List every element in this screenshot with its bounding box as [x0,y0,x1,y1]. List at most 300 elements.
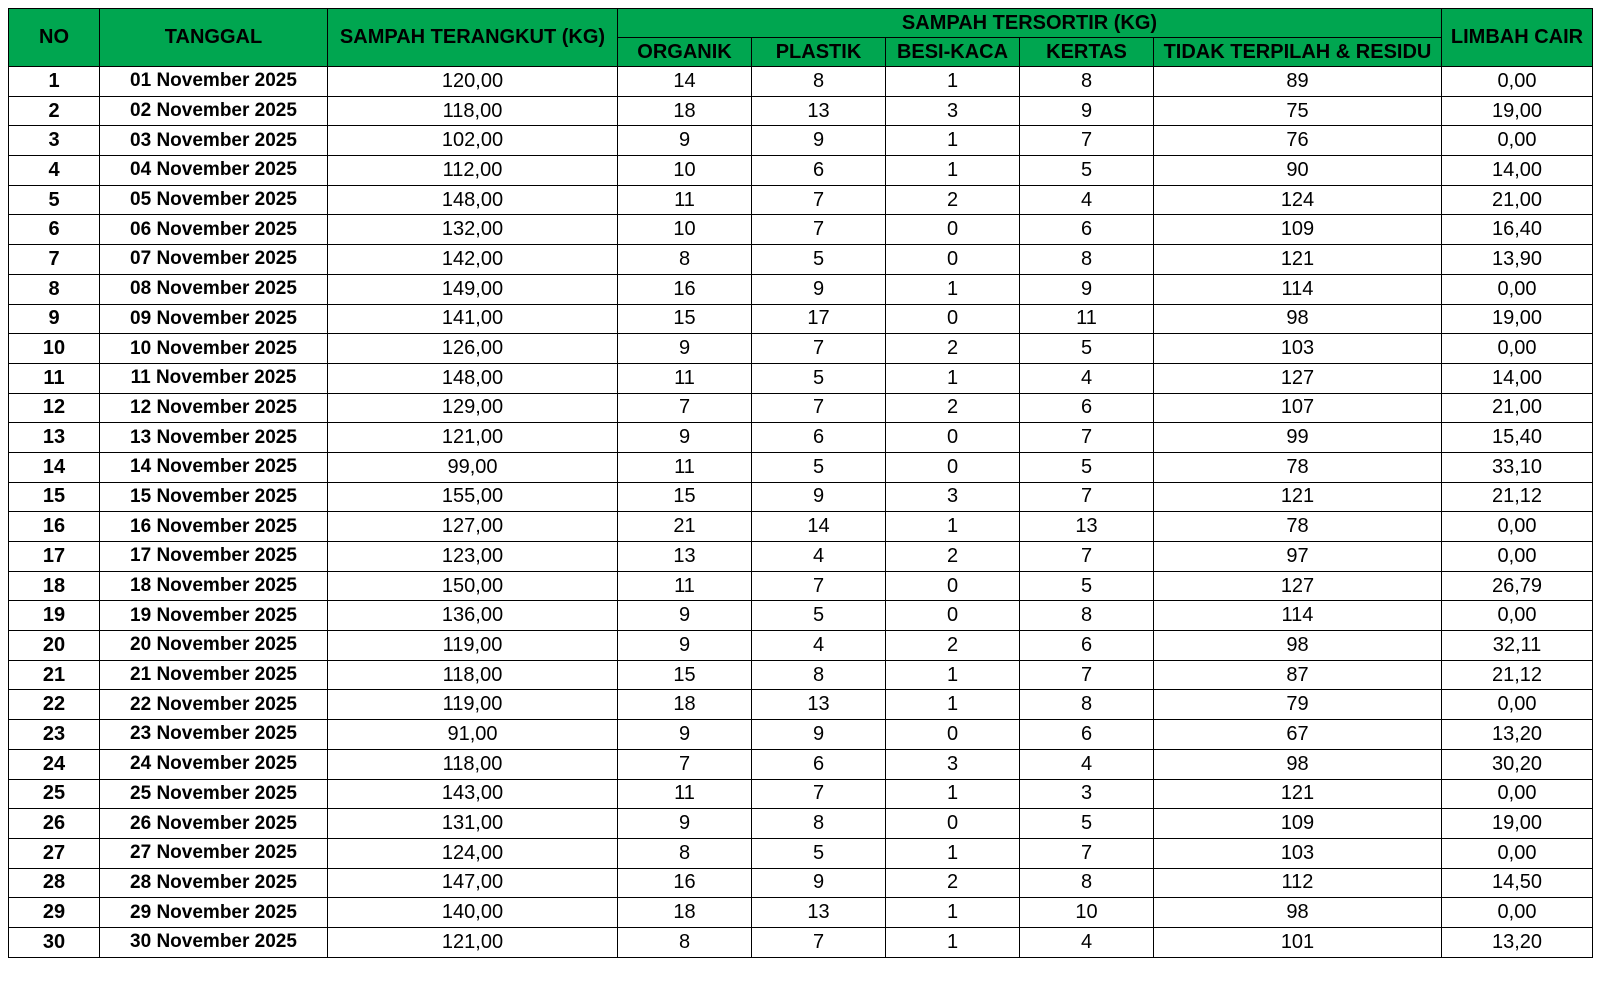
cell-no: 26 [9,809,100,839]
cell-tanggal: 01 November 2025 [100,67,328,97]
table-row [9,838,1593,868]
cell-besi-kaca: 0 [886,245,1020,275]
table-row [9,571,1593,601]
cell-no: 12 [9,393,100,423]
cell-plastik: 6 [752,423,886,453]
cell-sampah-terangkut: 123,00 [328,542,618,572]
cell-organik: 9 [618,809,752,839]
cell-limbah-cair: 13,20 [1442,927,1593,957]
cell-limbah-cair: 21,00 [1442,185,1593,215]
cell-tanggal: 14 November 2025 [100,452,328,482]
table-row [9,690,1593,720]
cell-kertas: 7 [1020,482,1154,512]
cell-no: 22 [9,690,100,720]
header-kertas: KERTAS [1020,38,1154,67]
cell-besi-kaca: 0 [886,304,1020,334]
cell-besi-kaca: 1 [886,156,1020,186]
cell-sampah-terangkut: 148,00 [328,185,618,215]
header-sampah-tersortir: SAMPAH TERSORTIR (KG) [618,9,1442,38]
cell-tanggal: 15 November 2025 [100,482,328,512]
cell-tidak-terpilah-residu: 127 [1154,363,1442,393]
header-no: NO [9,9,100,67]
cell-tanggal: 10 November 2025 [100,334,328,364]
cell-limbah-cair: 19,00 [1442,304,1593,334]
cell-organik: 9 [618,126,752,156]
cell-no: 7 [9,245,100,275]
cell-kertas: 7 [1020,542,1154,572]
cell-organik: 10 [618,156,752,186]
cell-kertas: 7 [1020,126,1154,156]
cell-no: 27 [9,838,100,868]
cell-besi-kaca: 3 [886,96,1020,126]
table-row [9,423,1593,453]
cell-plastik: 7 [752,393,886,423]
cell-no: 25 [9,779,100,809]
cell-kertas: 10 [1020,898,1154,928]
cell-tidak-terpilah-residu: 76 [1154,126,1442,156]
cell-organik: 16 [618,274,752,304]
cell-organik: 18 [618,898,752,928]
cell-tanggal: 23 November 2025 [100,720,328,750]
cell-plastik: 7 [752,334,886,364]
cell-sampah-terangkut: 91,00 [328,720,618,750]
cell-kertas: 5 [1020,809,1154,839]
cell-organik: 11 [618,452,752,482]
cell-sampah-terangkut: 118,00 [328,96,618,126]
cell-limbah-cair: 14,00 [1442,156,1593,186]
cell-plastik: 9 [752,482,886,512]
cell-plastik: 7 [752,927,886,957]
cell-no: 3 [9,126,100,156]
cell-kertas: 6 [1020,393,1154,423]
cell-tanggal: 20 November 2025 [100,631,328,661]
cell-plastik: 9 [752,274,886,304]
cell-organik: 8 [618,927,752,957]
cell-besi-kaca: 3 [886,749,1020,779]
cell-organik: 8 [618,838,752,868]
cell-plastik: 5 [752,838,886,868]
cell-tidak-terpilah-residu: 78 [1154,512,1442,542]
cell-plastik: 14 [752,512,886,542]
header-besi-kaca: BESI-KACA [886,38,1020,67]
cell-tanggal: 27 November 2025 [100,838,328,868]
cell-kertas: 3 [1020,779,1154,809]
cell-tidak-terpilah-residu: 98 [1154,898,1442,928]
cell-organik: 7 [618,393,752,423]
cell-plastik: 5 [752,452,886,482]
cell-no: 21 [9,660,100,690]
cell-kertas: 8 [1020,601,1154,631]
cell-no: 24 [9,749,100,779]
cell-limbah-cair: 13,90 [1442,245,1593,275]
cell-besi-kaca: 1 [886,779,1020,809]
cell-plastik: 5 [752,245,886,275]
cell-besi-kaca: 0 [886,720,1020,750]
cell-limbah-cair: 32,11 [1442,631,1593,661]
cell-organik: 9 [618,601,752,631]
table-row [9,868,1593,898]
cell-organik: 15 [618,304,752,334]
cell-besi-kaca: 1 [886,67,1020,97]
cell-plastik: 7 [752,779,886,809]
cell-organik: 18 [618,690,752,720]
cell-tanggal: 28 November 2025 [100,868,328,898]
cell-sampah-terangkut: 147,00 [328,868,618,898]
table-row [9,749,1593,779]
cell-sampah-terangkut: 120,00 [328,67,618,97]
cell-tanggal: 09 November 2025 [100,304,328,334]
cell-organik: 18 [618,96,752,126]
cell-no: 23 [9,720,100,750]
cell-limbah-cair: 26,79 [1442,571,1593,601]
cell-besi-kaca: 2 [886,542,1020,572]
cell-tidak-terpilah-residu: 103 [1154,334,1442,364]
cell-no: 28 [9,868,100,898]
cell-tanggal: 05 November 2025 [100,185,328,215]
cell-kertas: 9 [1020,96,1154,126]
cell-tanggal: 12 November 2025 [100,393,328,423]
cell-limbah-cair: 30,20 [1442,749,1593,779]
cell-organik: 10 [618,215,752,245]
cell-kertas: 6 [1020,720,1154,750]
cell-tidak-terpilah-residu: 89 [1154,67,1442,97]
cell-kertas: 8 [1020,690,1154,720]
cell-tanggal: 07 November 2025 [100,245,328,275]
table-row [9,779,1593,809]
cell-sampah-terangkut: 148,00 [328,363,618,393]
table-row [9,542,1593,572]
table-row [9,393,1593,423]
cell-sampah-terangkut: 118,00 [328,749,618,779]
cell-no: 6 [9,215,100,245]
cell-besi-kaca: 1 [886,898,1020,928]
table-row [9,156,1593,186]
cell-kertas: 11 [1020,304,1154,334]
header-tanggal: TANGGAL [100,9,328,67]
cell-plastik: 7 [752,215,886,245]
cell-sampah-terangkut: 142,00 [328,245,618,275]
cell-tanggal: 02 November 2025 [100,96,328,126]
cell-sampah-terangkut: 126,00 [328,334,618,364]
cell-tanggal: 29 November 2025 [100,898,328,928]
cell-besi-kaca: 2 [886,868,1020,898]
cell-limbah-cair: 0,00 [1442,779,1593,809]
cell-besi-kaca: 3 [886,482,1020,512]
cell-no: 13 [9,423,100,453]
table-row [9,304,1593,334]
table-row [9,215,1593,245]
cell-no: 19 [9,601,100,631]
cell-kertas: 13 [1020,512,1154,542]
cell-organik: 16 [618,868,752,898]
table-row [9,67,1593,97]
cell-kertas: 5 [1020,334,1154,364]
cell-kertas: 5 [1020,571,1154,601]
cell-kertas: 9 [1020,274,1154,304]
cell-organik: 11 [618,779,752,809]
cell-tanggal: 19 November 2025 [100,601,328,631]
cell-limbah-cair: 0,00 [1442,274,1593,304]
cell-sampah-terangkut: 118,00 [328,660,618,690]
cell-organik: 7 [618,749,752,779]
cell-plastik: 17 [752,304,886,334]
cell-kertas: 4 [1020,749,1154,779]
table-row [9,898,1593,928]
cell-sampah-terangkut: 119,00 [328,631,618,661]
cell-tidak-terpilah-residu: 98 [1154,749,1442,779]
cell-no: 20 [9,631,100,661]
cell-tidak-terpilah-residu: 75 [1154,96,1442,126]
cell-tidak-terpilah-residu: 112 [1154,868,1442,898]
cell-no: 9 [9,304,100,334]
cell-plastik: 8 [752,67,886,97]
cell-sampah-terangkut: 141,00 [328,304,618,334]
cell-sampah-terangkut: 99,00 [328,452,618,482]
cell-plastik: 13 [752,690,886,720]
cell-tanggal: 08 November 2025 [100,274,328,304]
cell-tidak-terpilah-residu: 121 [1154,779,1442,809]
cell-sampah-terangkut: 124,00 [328,838,618,868]
table-row [9,96,1593,126]
cell-limbah-cair: 19,00 [1442,809,1593,839]
table-body [9,67,1593,958]
cell-tidak-terpilah-residu: 90 [1154,156,1442,186]
cell-plastik: 4 [752,631,886,661]
cell-no: 5 [9,185,100,215]
cell-organik: 15 [618,660,752,690]
table-row [9,245,1593,275]
cell-organik: 9 [618,720,752,750]
cell-tanggal: 25 November 2025 [100,779,328,809]
cell-sampah-terangkut: 112,00 [328,156,618,186]
cell-plastik: 13 [752,898,886,928]
cell-limbah-cair: 21,12 [1442,482,1593,512]
cell-limbah-cair: 21,00 [1442,393,1593,423]
cell-besi-kaca: 2 [886,334,1020,364]
cell-limbah-cair: 0,00 [1442,126,1593,156]
cell-tanggal: 11 November 2025 [100,363,328,393]
cell-tidak-terpilah-residu: 67 [1154,720,1442,750]
cell-tanggal: 26 November 2025 [100,809,328,839]
cell-sampah-terangkut: 121,00 [328,927,618,957]
table-header [9,9,1593,67]
cell-limbah-cair: 16,40 [1442,215,1593,245]
cell-besi-kaca: 2 [886,185,1020,215]
table-row [9,363,1593,393]
cell-tanggal: 30 November 2025 [100,927,328,957]
cell-limbah-cair: 0,00 [1442,67,1593,97]
cell-tanggal: 17 November 2025 [100,542,328,572]
waste-data-table [8,8,1593,958]
cell-tidak-terpilah-residu: 97 [1154,542,1442,572]
table-row [9,631,1593,661]
cell-tidak-terpilah-residu: 124 [1154,185,1442,215]
cell-no: 29 [9,898,100,928]
cell-sampah-terangkut: 143,00 [328,779,618,809]
cell-kertas: 5 [1020,156,1154,186]
cell-sampah-terangkut: 140,00 [328,898,618,928]
cell-tidak-terpilah-residu: 109 [1154,215,1442,245]
cell-organik: 11 [618,363,752,393]
cell-limbah-cair: 21,12 [1442,660,1593,690]
cell-tanggal: 04 November 2025 [100,156,328,186]
cell-organik: 9 [618,631,752,661]
cell-plastik: 6 [752,156,886,186]
cell-sampah-terangkut: 136,00 [328,601,618,631]
cell-tidak-terpilah-residu: 98 [1154,304,1442,334]
cell-kertas: 8 [1020,868,1154,898]
cell-tanggal: 24 November 2025 [100,749,328,779]
cell-limbah-cair: 0,00 [1442,690,1593,720]
cell-sampah-terangkut: 121,00 [328,423,618,453]
cell-tidak-terpilah-residu: 79 [1154,690,1442,720]
cell-kertas: 7 [1020,423,1154,453]
cell-sampah-terangkut: 102,00 [328,126,618,156]
cell-sampah-terangkut: 132,00 [328,215,618,245]
cell-plastik: 7 [752,185,886,215]
cell-plastik: 8 [752,660,886,690]
table-row [9,452,1593,482]
header-organik: ORGANIK [618,38,752,67]
cell-besi-kaca: 1 [886,126,1020,156]
header-plastik: PLASTIK [752,38,886,67]
cell-no: 1 [9,67,100,97]
cell-tidak-terpilah-residu: 109 [1154,809,1442,839]
cell-kertas: 8 [1020,245,1154,275]
cell-tidak-terpilah-residu: 99 [1154,423,1442,453]
cell-tanggal: 18 November 2025 [100,571,328,601]
cell-limbah-cair: 15,40 [1442,423,1593,453]
cell-tidak-terpilah-residu: 78 [1154,452,1442,482]
table-row [9,482,1593,512]
cell-limbah-cair: 14,00 [1442,363,1593,393]
cell-besi-kaca: 1 [886,838,1020,868]
table-row [9,126,1593,156]
cell-besi-kaca: 1 [886,660,1020,690]
cell-organik: 21 [618,512,752,542]
cell-tidak-terpilah-residu: 121 [1154,482,1442,512]
cell-plastik: 5 [752,363,886,393]
cell-tidak-terpilah-residu: 114 [1154,601,1442,631]
cell-no: 2 [9,96,100,126]
table-row [9,512,1593,542]
cell-kertas: 6 [1020,215,1154,245]
cell-plastik: 9 [752,868,886,898]
cell-besi-kaca: 0 [886,601,1020,631]
table-row [9,809,1593,839]
cell-limbah-cair: 0,00 [1442,542,1593,572]
cell-sampah-terangkut: 119,00 [328,690,618,720]
cell-organik: 15 [618,482,752,512]
cell-plastik: 9 [752,126,886,156]
cell-no: 14 [9,452,100,482]
cell-sampah-terangkut: 129,00 [328,393,618,423]
cell-sampah-terangkut: 150,00 [328,571,618,601]
cell-tanggal: 03 November 2025 [100,126,328,156]
cell-kertas: 7 [1020,838,1154,868]
cell-plastik: 4 [752,542,886,572]
header-sampah-terangkut: SAMPAH TERANGKUT (KG) [328,9,618,67]
cell-limbah-cair: 0,00 [1442,334,1593,364]
cell-plastik: 5 [752,601,886,631]
cell-organik: 11 [618,571,752,601]
cell-besi-kaca: 0 [886,452,1020,482]
cell-tidak-terpilah-residu: 121 [1154,245,1442,275]
cell-tidak-terpilah-residu: 103 [1154,838,1442,868]
cell-no: 30 [9,927,100,957]
table-row [9,185,1593,215]
cell-limbah-cair: 0,00 [1442,898,1593,928]
cell-plastik: 7 [752,571,886,601]
cell-besi-kaca: 2 [886,631,1020,661]
cell-besi-kaca: 1 [886,927,1020,957]
table-row [9,334,1593,364]
cell-limbah-cair: 19,00 [1442,96,1593,126]
cell-plastik: 13 [752,96,886,126]
cell-organik: 11 [618,185,752,215]
cell-limbah-cair: 14,50 [1442,868,1593,898]
cell-no: 16 [9,512,100,542]
cell-tanggal: 22 November 2025 [100,690,328,720]
cell-besi-kaca: 1 [886,363,1020,393]
table-row [9,660,1593,690]
cell-limbah-cair: 33,10 [1442,452,1593,482]
cell-sampah-terangkut: 149,00 [328,274,618,304]
cell-kertas: 4 [1020,363,1154,393]
cell-no: 15 [9,482,100,512]
cell-besi-kaca: 0 [886,571,1020,601]
cell-kertas: 5 [1020,452,1154,482]
cell-tanggal: 16 November 2025 [100,512,328,542]
cell-no: 18 [9,571,100,601]
cell-no: 4 [9,156,100,186]
cell-sampah-terangkut: 155,00 [328,482,618,512]
cell-plastik: 9 [752,720,886,750]
cell-tidak-terpilah-residu: 101 [1154,927,1442,957]
cell-organik: 8 [618,245,752,275]
cell-no: 17 [9,542,100,572]
header-limbah-cair: LIMBAH CAIR [1442,9,1593,67]
cell-organik: 13 [618,542,752,572]
cell-kertas: 4 [1020,927,1154,957]
cell-besi-kaca: 1 [886,274,1020,304]
cell-organik: 9 [618,334,752,364]
cell-plastik: 6 [752,749,886,779]
cell-kertas: 6 [1020,631,1154,661]
table-row [9,601,1593,631]
cell-plastik: 8 [752,809,886,839]
cell-no: 11 [9,363,100,393]
cell-besi-kaca: 1 [886,512,1020,542]
table-row [9,720,1593,750]
cell-tidak-terpilah-residu: 114 [1154,274,1442,304]
header-tidak-terpilah-residu: TIDAK TERPILAH & RESIDU [1154,38,1442,67]
cell-kertas: 7 [1020,660,1154,690]
cell-no: 10 [9,334,100,364]
cell-sampah-terangkut: 127,00 [328,512,618,542]
table-row [9,274,1593,304]
cell-limbah-cair: 0,00 [1442,601,1593,631]
cell-tidak-terpilah-residu: 127 [1154,571,1442,601]
cell-tidak-terpilah-residu: 107 [1154,393,1442,423]
cell-organik: 14 [618,67,752,97]
cell-kertas: 4 [1020,185,1154,215]
cell-besi-kaca: 1 [886,690,1020,720]
cell-kertas: 8 [1020,67,1154,97]
cell-tanggal: 06 November 2025 [100,215,328,245]
cell-limbah-cair: 13,20 [1442,720,1593,750]
cell-limbah-cair: 0,00 [1442,838,1593,868]
